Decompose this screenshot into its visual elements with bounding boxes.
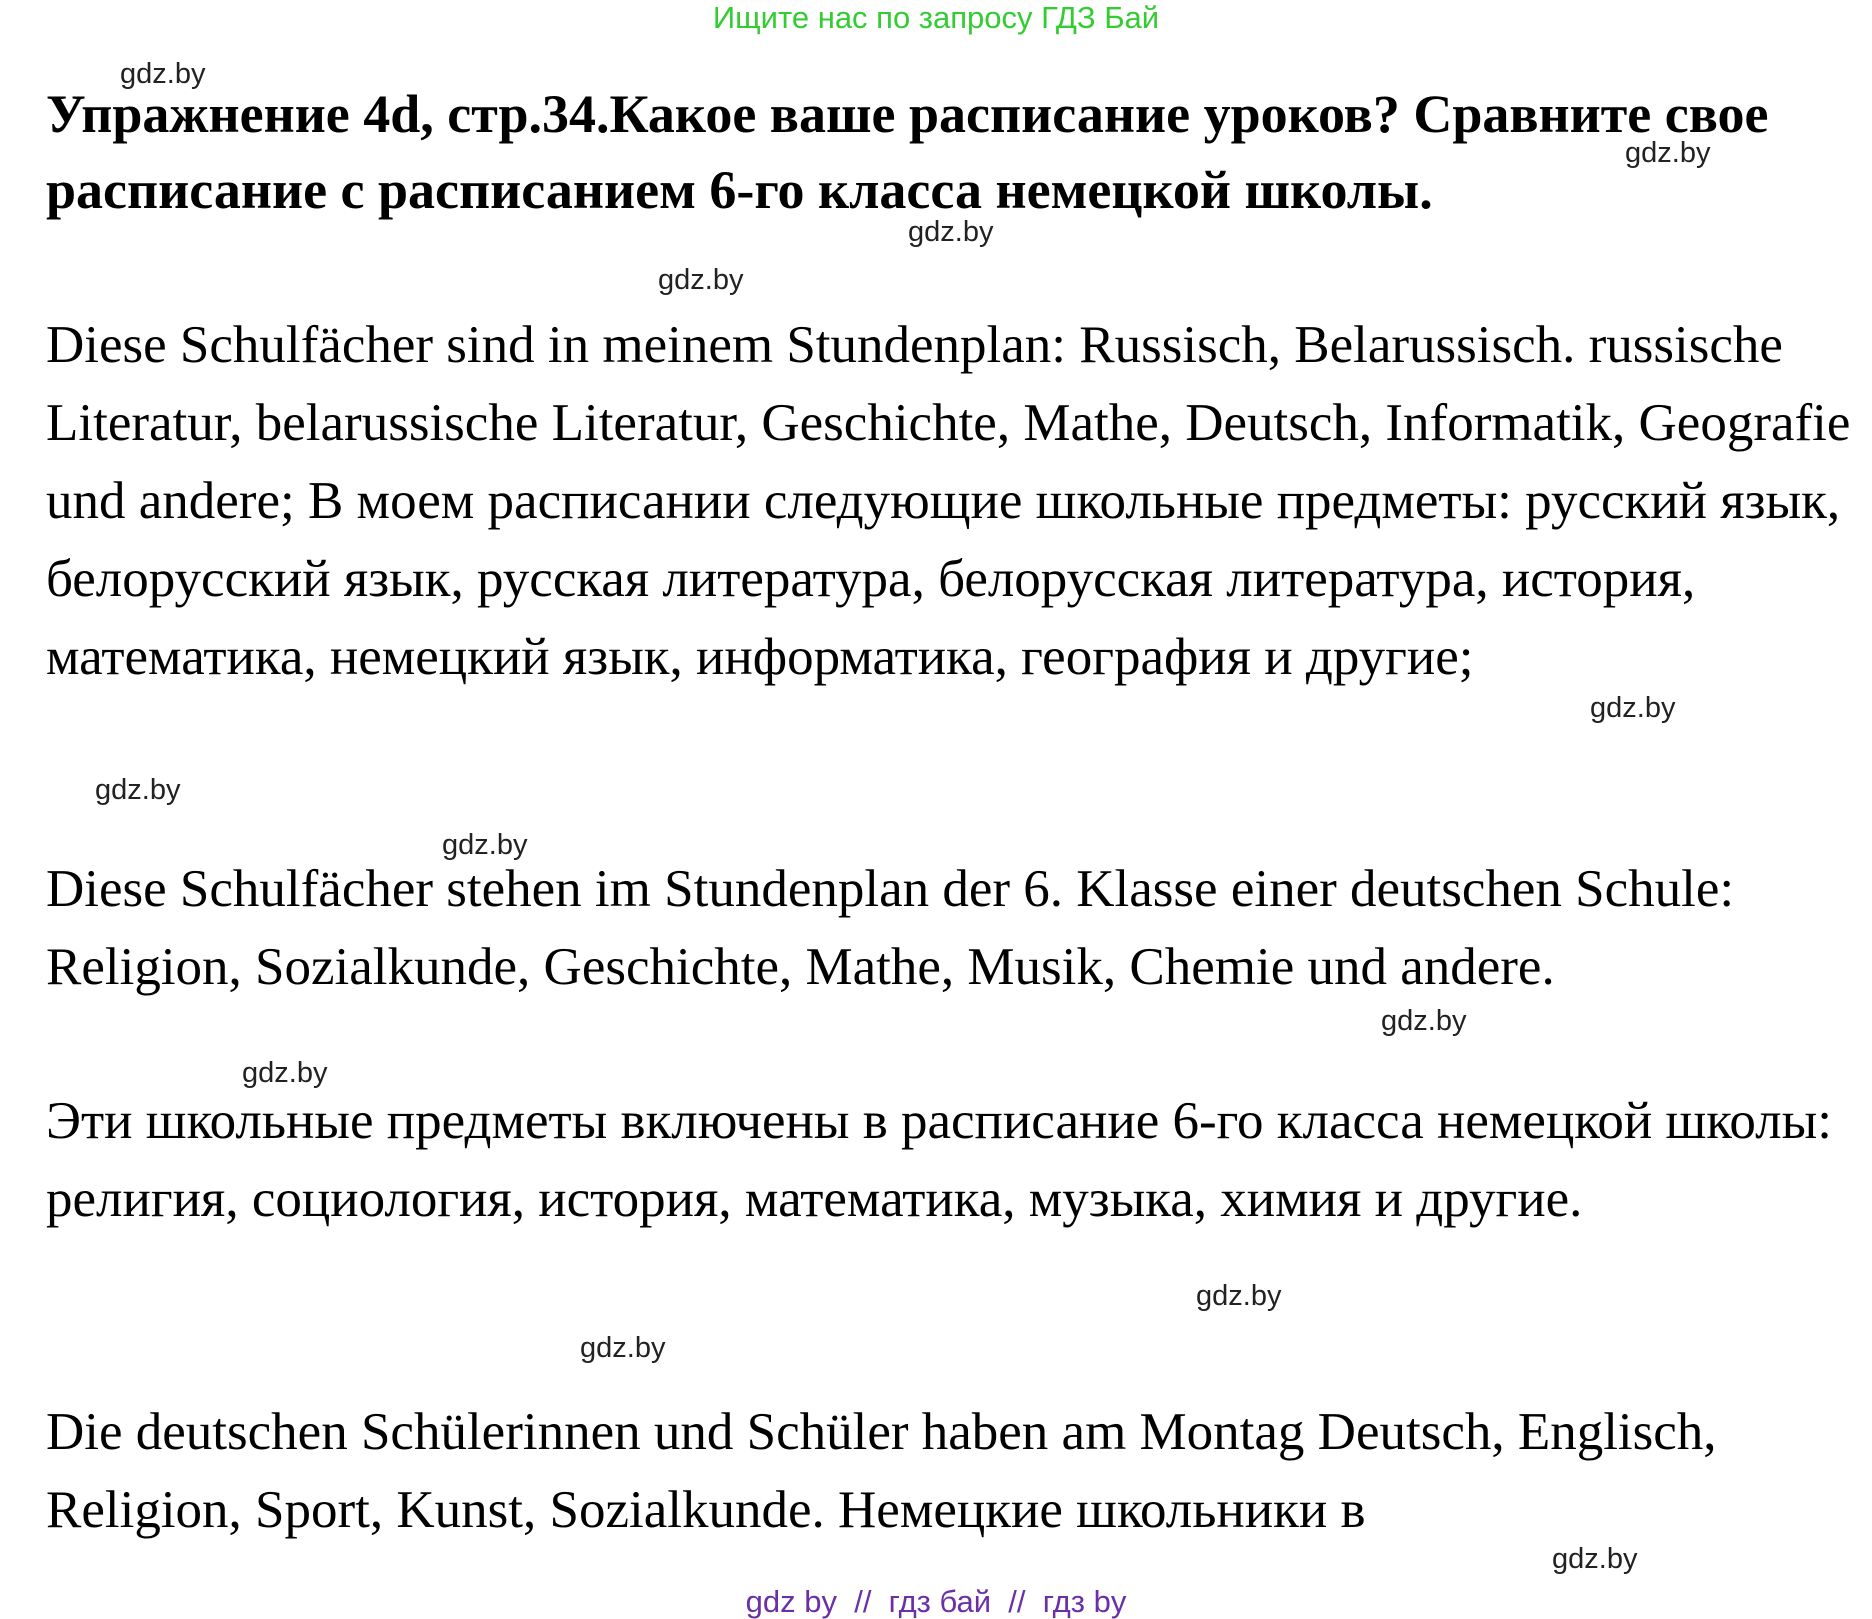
paragraph-german-schedule: Diese Schulfächer stehen im Stundenplan der 6. Klasse einer deutschen Schule: Religion, Sozialkunde, Geschichte, Mathe, Musik, Chemie und andere.	[46, 860, 1735, 996]
watermark: gdz.by	[908, 216, 994, 248]
watermark: gdz.by	[1381, 1005, 1467, 1037]
footer-links: gdz by // гдз бай // гдз by	[745, 1584, 1127, 1619]
watermark: gdz.by	[658, 264, 744, 296]
paragraph-own-schedule: Diese Schulfächer sind in meinem Stundenplan: Russisch, Belarussisch. russische Literatur, belarussische Literatur, Geschichte, Mathe, Deutsch, Informatik, Geografie und andere; В моем расписании следующие школьные предметы: русский язык, белорусский язык, русская литература, белорусская литература, история, математика, немецкий язык, информатика, география и другие;	[46, 316, 1851, 686]
paragraph-german-schedule-translation: Эти школьные предметы включены в расписание 6-го класса немецкой школы: религия, социология, история, математика, музыка, химия и другие.	[46, 1092, 1832, 1228]
watermark: gdz.by	[95, 774, 181, 806]
watermark: gdz.by	[580, 1332, 666, 1364]
paragraph-monday-subjects: Die deutschen Schülerinnen und Schüler haben am Montag Deutsch, Englisch, Religion, Sport, Kunst, Sozialkunde. Немецкие школьники в	[46, 1403, 1717, 1539]
watermark: gdz.by	[1625, 137, 1711, 169]
watermark: gdz.by	[1196, 1280, 1282, 1312]
exercise-title: Упражнение 4d, стр.34.Какое ваше расписание уроков? Сравните свое расписание с расписанием 6-го класса немецкой школы.	[46, 84, 1769, 220]
watermark: gdz.by	[1552, 1543, 1638, 1575]
watermark: gdz.by	[242, 1057, 328, 1089]
watermark: gdz.by	[120, 58, 206, 90]
watermark: gdz.by	[1590, 692, 1676, 724]
top-banner: Ищите нас по запросу ГДЗ Бай	[712, 0, 1160, 35]
watermark: gdz.by	[442, 829, 528, 861]
